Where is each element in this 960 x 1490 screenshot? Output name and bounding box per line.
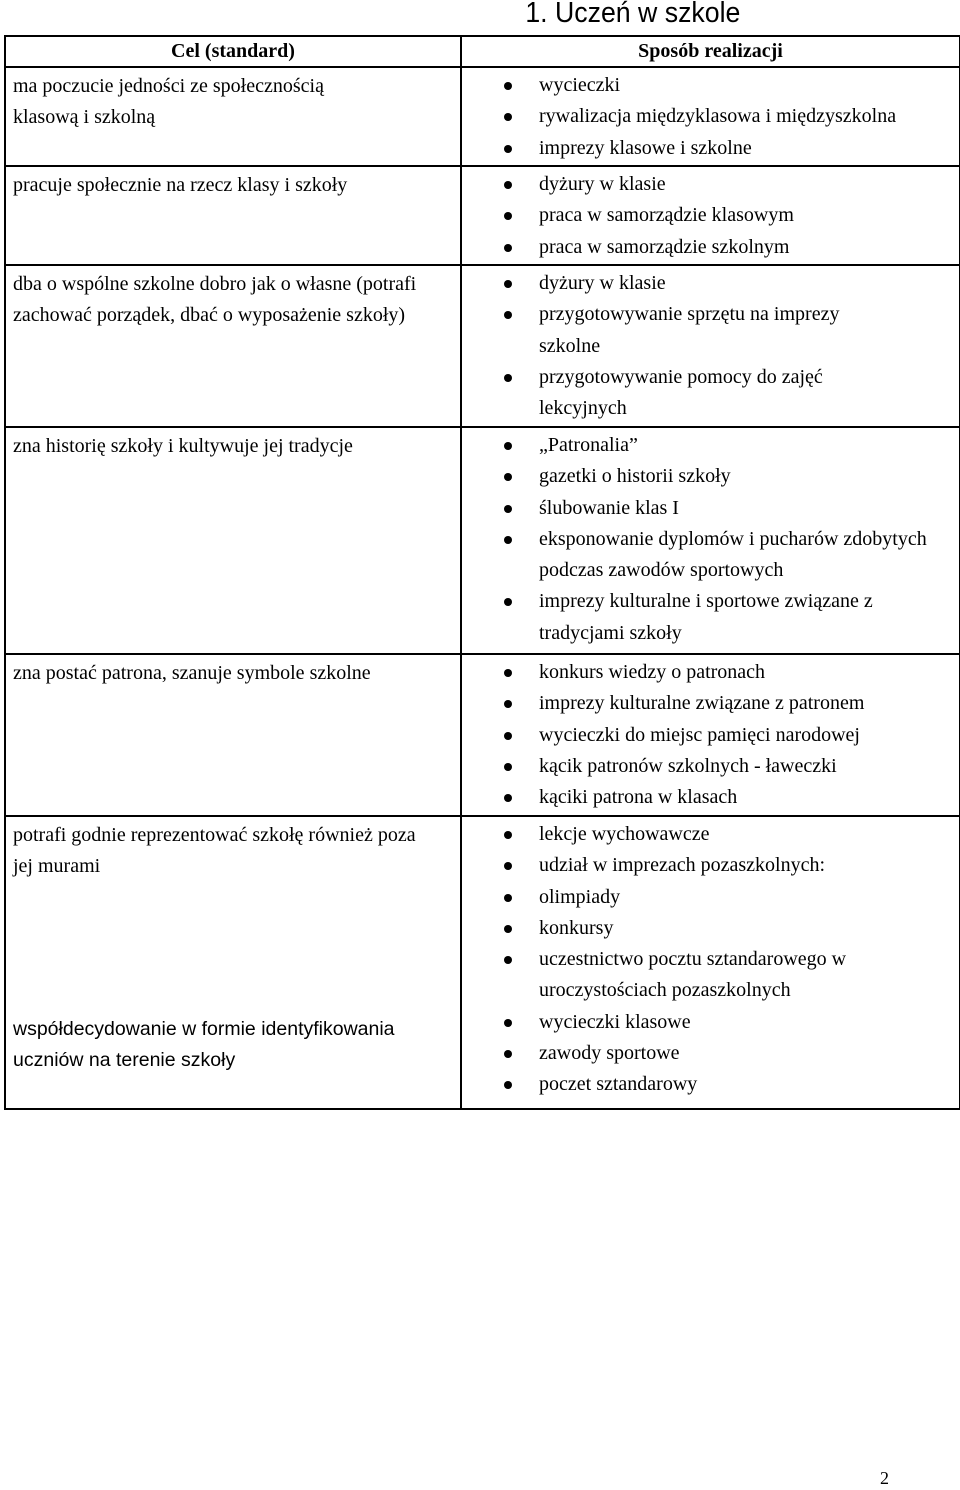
bullet-icon (504, 1019, 512, 1027)
bullet-icon (504, 794, 512, 802)
table-row (5, 265, 960, 427)
bullet-icon (504, 831, 512, 839)
bullet-icon (504, 536, 512, 544)
bullet-icon (504, 244, 512, 252)
goal-text: pracuje społecznie na rzecz klasy i szkoły (13, 174, 348, 196)
list-item: praca w samorządzie szkolnym (462, 232, 959, 263)
table-header-row (5, 36, 960, 67)
bullet-icon (504, 598, 512, 606)
header-goal: Cel (standard) (5, 36, 461, 67)
goal-cell (5, 265, 461, 427)
list-item: imprezy kulturalne związane z patronem (462, 688, 959, 719)
bullet-icon (504, 763, 512, 771)
goal-text-secondary: współdecydowanie w formie identyfikowania uczniów na terenie szkoły (13, 1018, 395, 1071)
list-item: lekcje wychowawcze (462, 819, 959, 850)
table-row (5, 654, 960, 816)
goal-text: zna postać patrona, szanuje symbole szkolne (13, 662, 371, 684)
goal-text: zna historię szkoły i kultywuje jej tradycje (13, 435, 353, 457)
goal-text: ma poczucie jedności ze społecznością klasową i szkolną (13, 75, 324, 128)
list-item: wycieczki do miejsc pamięci narodowej (462, 720, 959, 751)
bullet-icon (504, 473, 512, 481)
bullet-icon (504, 374, 512, 382)
list-item: dyżury w klasie (462, 268, 959, 299)
standards-table (4, 35, 960, 1110)
goal-cell (5, 166, 461, 265)
bullet-icon (504, 956, 512, 964)
list-item: zawody sportowe (462, 1038, 959, 1069)
table-row (5, 816, 960, 1109)
list-item: kąciki patrona w klasach (462, 782, 959, 813)
list-item: poczet sztandarowy (462, 1069, 959, 1100)
bullet-icon (504, 894, 512, 902)
bullet-icon (504, 442, 512, 450)
bullet-icon (504, 1050, 512, 1058)
list-item: udział w imprezach pozaszkolnych: (462, 850, 959, 881)
table-row (5, 427, 960, 654)
list-item: gazetki o historii szkoły (462, 461, 959, 492)
page-title: 1. Uczeń w szkole (524, 0, 740, 29)
goal-text: dba o wspólne szkolne dobro jak o własne (potrafi zachować porządek, dbać o wyposażenie szkoły) (13, 273, 417, 326)
bullet-icon (504, 732, 512, 740)
goal-cell (5, 67, 461, 166)
bullet-icon (504, 1081, 512, 1089)
list-item: praca w samorządzie klasowym (462, 200, 959, 231)
bullet-icon (504, 280, 512, 288)
goal-cell (5, 427, 461, 654)
bullet-icon (504, 181, 512, 189)
bullet-icon (504, 82, 512, 90)
method-cell (461, 654, 960, 816)
goal-cell (5, 654, 461, 816)
bullet-icon (504, 700, 512, 708)
table-row (5, 166, 960, 265)
list-item: olimpiady (462, 882, 959, 913)
method-cell (461, 427, 960, 654)
list-item: wycieczki klasowe (462, 1007, 959, 1038)
bullet-icon (504, 925, 512, 933)
list-item: „Patronalia” (462, 430, 959, 461)
method-list (462, 817, 959, 1101)
list-item: konkurs wiedzy o patronach (462, 657, 959, 688)
list-item: eksponowanie dyplomów i pucharów zdobytych podczas zawodów sportowych (462, 524, 959, 587)
goal-text: potrafi godnie reprezentować szkołę również poza jej murami (13, 824, 416, 877)
bullet-icon (504, 113, 512, 121)
list-item: przygotowywanie sprzętu na imprezy szkolne (462, 299, 959, 362)
method-cell (461, 67, 960, 166)
bullet-icon (504, 212, 512, 220)
list-item: wycieczki (462, 70, 959, 101)
bullet-icon (504, 505, 512, 513)
list-item: uczestnictwo pocztu sztandarowego w uroczystościach pozaszkolnych (462, 944, 959, 1007)
method-list (462, 428, 959, 649)
table-row (5, 67, 960, 166)
method-list (462, 68, 959, 164)
method-cell (461, 166, 960, 265)
bullet-icon (504, 311, 512, 319)
page-number: 2 (880, 1468, 889, 1488)
goal-cell (5, 816, 461, 1109)
bullet-icon (504, 669, 512, 677)
method-cell (461, 816, 960, 1109)
list-item: rywalizacja międzyklasowa i międzyszkolna (462, 101, 959, 132)
method-list (462, 655, 959, 813)
list-item: dyżury w klasie (462, 169, 959, 200)
method-list (462, 167, 959, 263)
list-item: ślubowanie klas I (462, 493, 959, 524)
method-list (462, 266, 959, 424)
list-item: imprezy kulturalne i sportowe związane z tradycjami szkoły (462, 586, 959, 649)
list-item: konkursy (462, 913, 959, 944)
header-method: Sposób realizacji (461, 36, 960, 67)
list-item: przygotowywanie pomocy do zajęć lekcyjnych (462, 362, 959, 425)
list-item: kącik patronów szkolnych - ławeczki (462, 751, 959, 782)
method-cell (461, 265, 960, 427)
list-item: imprezy klasowe i szkolne (462, 133, 959, 164)
bullet-icon (504, 145, 512, 153)
bullet-icon (504, 862, 512, 870)
